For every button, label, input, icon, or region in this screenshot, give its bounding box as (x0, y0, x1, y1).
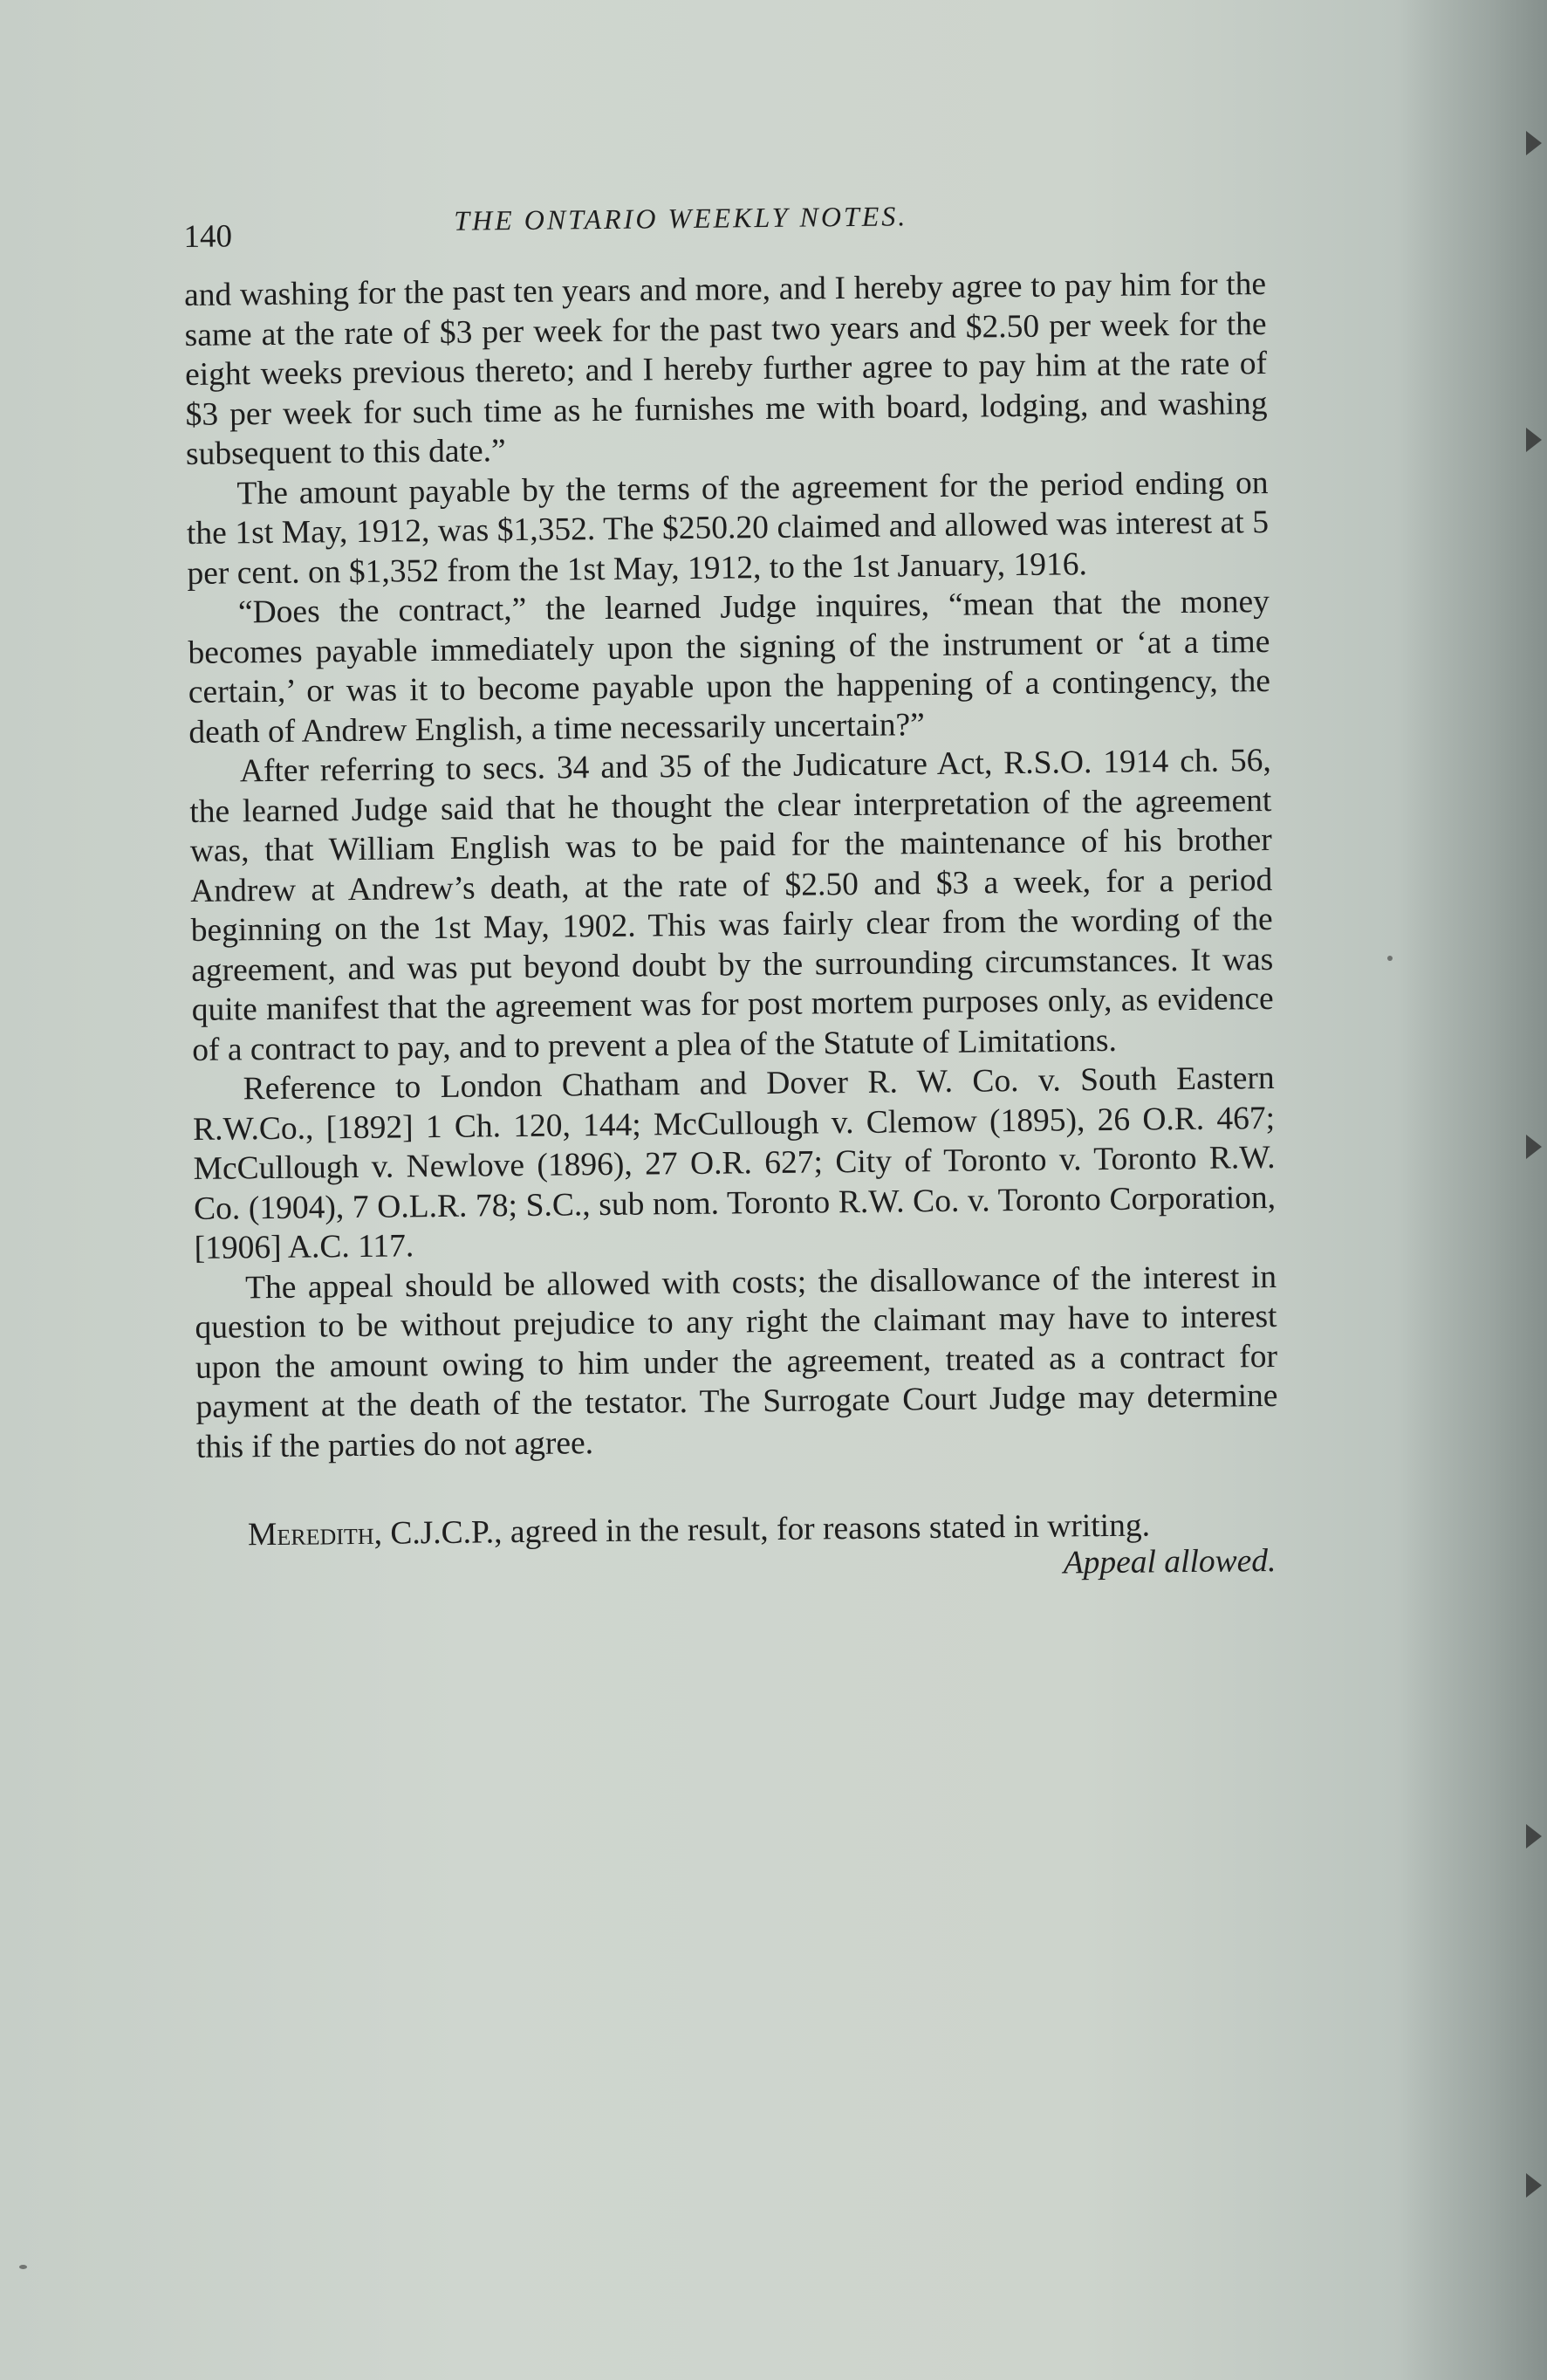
case-result: Appeal allowed. (1063, 1542, 1277, 1581)
paper-speck (19, 2265, 27, 2269)
journal-title: THE ONTARIO WEEKLY NOTES. (454, 200, 908, 237)
concurrence-text: , C.J.C.P., agreed in the result, for reasons stated in writing. (373, 1507, 1151, 1552)
paragraph-agreement-quote: and washing for the past ten years and more, and I hereby agree to pay him for the same at the rate of $3 per week for the past two years and $2.50 per week for the eight weeks previous thereto; and I hereby further agree to pay him at the rate of $3 per week for such time as he furnishes me with board, lodging, and washing subsequent to this date.” (183, 266, 1268, 472)
body-text (184, 264, 1280, 1592)
paragraph-judge-inquiry: “Does the contract,” the learned Judge inquires, “mean that the money becomes payable immediately upon the signing of the instrument or ‘at a time certain,’ or was it to become payable upon the happening of a contingency, the death of Andrew English, a time necessarily uncertain?” (188, 583, 1271, 751)
paragraph-interpretation: After referring to secs. 34 and 35 of the Judicature Act, R.S.O. 1914 ch. 56, the learned Judge said that he thought the clear interpretation of the agreement was, that William English was to be paid for the maintenance of his brother Andrew at Andrew’s death, at the rate of $2.50 and $3 a week, for a period beginning on the 1st May, 1902. This was fairly clear from the wording of the agreement, and was put beyond doubt by the surrounding circumstances. It was quite manifest that the agreement was for post mortem purposes only, as evidence of a contract to pay, and to prevent a plea of the Statute of Limitations. (189, 742, 1274, 1068)
page-text-block (183, 188, 1280, 1592)
paper-speck (1387, 956, 1393, 961)
running-head (183, 188, 1266, 260)
paragraph-references: Reference to London Chatham and Dover R. W. Co. v. South Eastern R.W.Co., [1892] 1 Ch. 120, 144; McCullough v. Clemow (1895), 26 O.R. 467; McCullough v. Newlove (1896), 27 O.R. 627; City of Toronto v. Toronto R.W. Co. (1904), 7 O.L.R. 78; S.C., sub nom. Toronto R.W. Co. v. Toronto Corporation, [1906] A.C. 117. (192, 1060, 1277, 1266)
paragraph-disposition: The appeal should be allowed with costs; the disallowance of the interest in question to be without prejudice to any right the claimant may have to interest upon the amount owing to him under the agreement, treated as a contract for payment at the death of the testator. The Surrogate Court Judge may determine this if the parties do not agree. (195, 1259, 1278, 1465)
judge-name: Meredith (247, 1515, 374, 1554)
paragraph-amount-payable: The amount payable by the terms of the agreement for the period ending on the 1st May, 1912, was $1,352. The $250.20 claimed and allowed was interest at 5 per cent. on $1,352 from the 1st May, 1912, to the 1st January, 1916. (186, 464, 1270, 592)
page-number: 140 (183, 218, 233, 255)
binding-gutter-shadow (1399, 0, 1547, 2380)
